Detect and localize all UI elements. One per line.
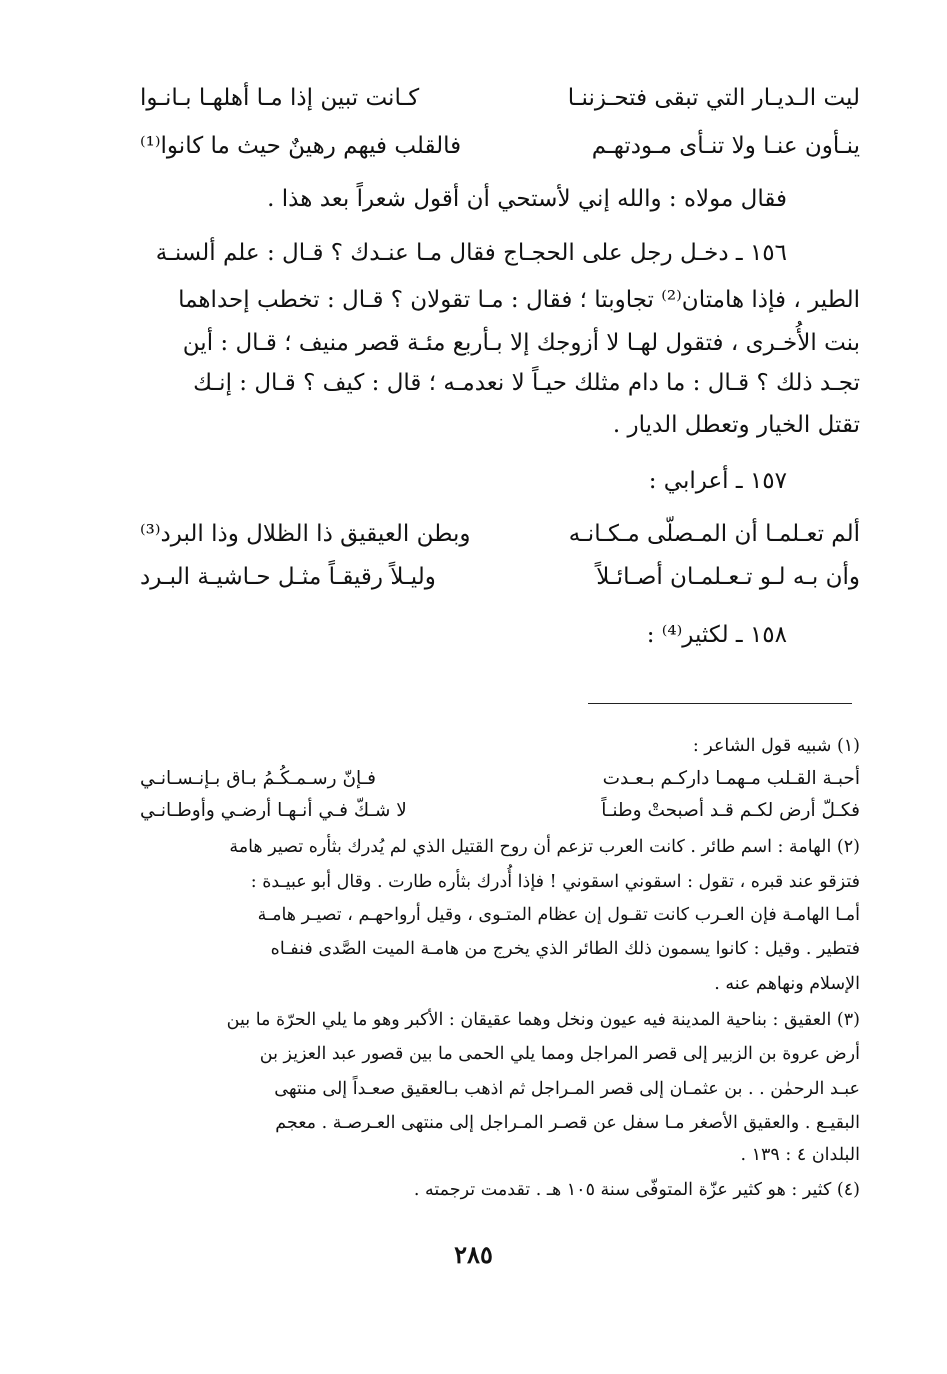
footnote-line: البقيـع . والعقيق الأصغر مـا سفل عن قصـر المـراجل إلى منتهى العـرصـة . معجم: [275, 1113, 860, 1133]
footnote-line: (١) شبيه قول الشاعر :: [692, 736, 860, 756]
footnote-line: عبـد الرحمٰن . . بن عثمـان إلى قصر المـراجل ثم اذهب بـالعقيق صعـداً إلى منتهى: [274, 1079, 860, 1099]
poem-hemistich-left: فـإنّ رسـمـكُـمُ بـاق بـإنـسـانـي: [140, 767, 376, 789]
poem-hemistich-left: وليـلاً رقيقـاً مثـل حـاشيـة البـرد: [140, 564, 436, 590]
poem-hemistich-right: ألم تعـلمـا أن المـصلّى مـكـانـه: [568, 521, 860, 547]
footnote-line: الإسلام ونهاهم عنه .: [714, 974, 860, 994]
poem-hemistich-right: ينـأون عنـا ولا تنـأى مـودتهـم: [591, 133, 860, 159]
poem-hemistich-right: أحبـة القـلب مـهمـا داركـم بـعـدت: [602, 767, 860, 789]
footnote-line: أرض عروة بن الزبير إلى قصر المراجل ومما يلي الحمى ما بين قصور عبد العزيز بن: [259, 1044, 860, 1064]
footnote-line: (٤) كثير : هو كثير عزّة المتوفّى سنة ١٠٥ هـ . تقدمت ترجمته .: [413, 1180, 860, 1200]
poem-couplet: [140, 126, 860, 166]
footnote-line: أمـا الهامـة فإن العـرب كانت تقـول إن عظام المتـوى ، وقيل أرواحهـم ، تصيـر هامـة: [257, 905, 860, 925]
page-number: ٢٨٥: [454, 1240, 493, 1269]
paragraph-line: تقتل الخيار وتعطل الديار .: [612, 412, 860, 438]
poem-couplet: [140, 514, 860, 554]
footnote-couplet: [140, 764, 860, 792]
poem-hemistich-left: وبطن العيقيق ذا الظلال وذا البرد⁽³⁾: [140, 521, 471, 547]
poem-couplet: [140, 557, 860, 597]
poem-hemistich-right: وأن بـه لـو تـعـلمـان أصـائـلاً: [596, 564, 860, 590]
prose-line: فقال مولاه : والله إني لأستحي أن أقول شعراً بعد هذا .: [267, 186, 787, 212]
poem-hemistich-left: كـانت تبين إذا مـا أهلهـا بـانـوا: [140, 85, 420, 111]
poem-hemistich-right: ليت الـديـار التي تبقى فتحـزننـا: [567, 85, 860, 111]
footnote-couplet: [140, 796, 860, 824]
paragraph-line: الطير ، فإذا هامتان⁽²⁾ تجاوبتا ؛ فقال : مـا تقولان ؟ قـال : تخطب إحداهما: [178, 287, 860, 313]
poem-couplet: [140, 78, 860, 118]
footnote-line: (٣) العقيق : بناحية المدينة فيه عيون ونخل وهما عقيقان : الأكبر وهو ما يلي الحرّة ما بين: [226, 1010, 860, 1030]
paragraph-line: تجـد ذلك ؟ قـال : ما دام مثلك حيـاً لا نعدمـه ؛ قال : كيف ؟ قـال : إنـك: [193, 370, 860, 396]
poem-hemistich-left: لا شـكّ فـي أنـهـا أرضـي وأوطـانـي: [140, 799, 407, 821]
poem-hemistich-left: فالقلب فيهم رهينٌ حيث ما كانوا⁽¹⁾: [140, 133, 462, 159]
footnote-line: فتزقو عند قبره ، تقول : اسقوني اسقوني ! فإذا أُدرك بثأره طارت . وقال أبو عبيـدة :: [250, 872, 860, 892]
section-heading: ١٥٨ ـ لكثير⁽⁴⁾ :: [646, 622, 787, 648]
footnote-line: البلدان ٤ : ١٣٩ .: [740, 1145, 860, 1165]
paragraph-line: بنت الأُخـرى ، فتقول لهـا لا أزوجك إلا بـأربع مئـة قصر منيف ؛ قـال : أين: [182, 330, 860, 356]
footnote-separator: [588, 703, 852, 704]
footnote-line: فتطير . وقيل : كانوا يسمون ذلك الطائر الذي يخرج من هامـة الميت الصَّدى فنفـاه: [270, 939, 860, 959]
footnote-line: (٢) الهامة : اسم طائر . كانت العرب تزعم أن روح القتيل الذي لم يُدرك بثأره تصير هامة: [229, 837, 860, 857]
poem-hemistich-right: فكـلّ أرض لكـم قـد أصبحتْ وطنـاً: [601, 799, 860, 821]
section-heading: ١٥٧ ـ أعرابي :: [648, 468, 787, 494]
paragraph-line: ١٥٦ ـ دخـل رجل على الحجـاج فقال مـا عنـدك ؟ قـال : علم ألسنـة: [155, 240, 787, 266]
